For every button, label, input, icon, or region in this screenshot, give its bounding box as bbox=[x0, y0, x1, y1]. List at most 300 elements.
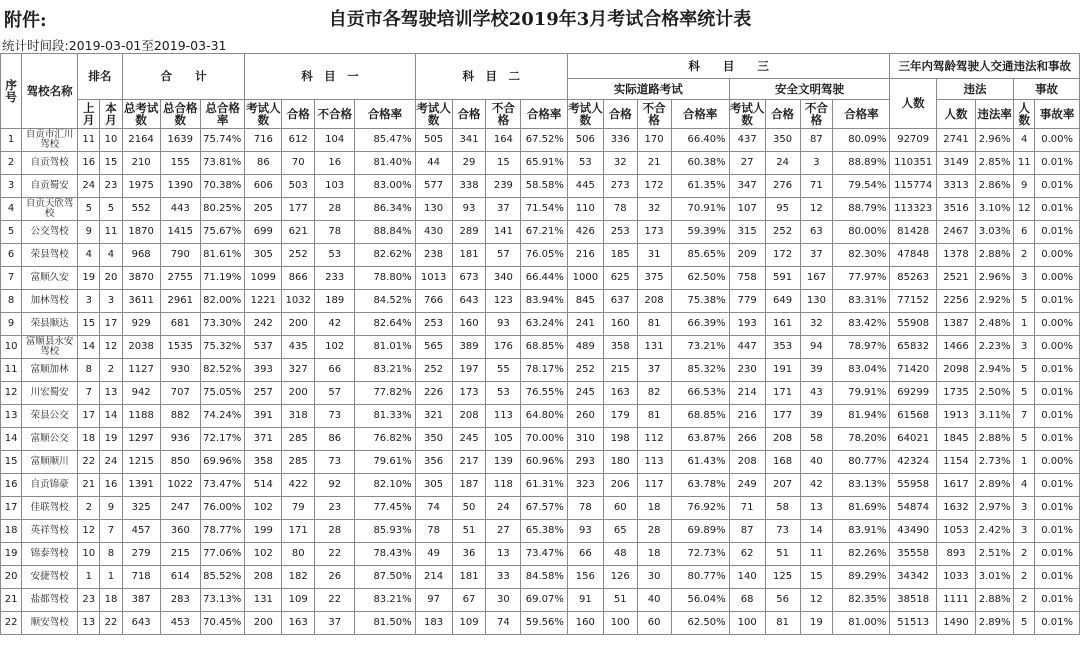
cell-total-rate: 70.45% bbox=[200, 612, 244, 635]
cell-road-pass: 32 bbox=[603, 152, 637, 175]
cell-safe-fail: 42 bbox=[800, 474, 833, 497]
cell-s2-rate: 76.55% bbox=[521, 382, 568, 405]
cell-s1-exam: 358 bbox=[245, 451, 282, 474]
cell-s2-rate: 73.47% bbox=[521, 543, 568, 566]
cell-s1-exam: 537 bbox=[245, 336, 282, 359]
cell-rank-this-month: 16 bbox=[100, 474, 122, 497]
cell-road-pass: 185 bbox=[603, 244, 637, 267]
cell-total-exam: 552 bbox=[122, 198, 160, 221]
cell-safe-pass: 24 bbox=[765, 152, 800, 175]
cell-s2-pass: 36 bbox=[452, 543, 486, 566]
cell-s1-fail: 66 bbox=[315, 359, 355, 382]
cell-road-exam: 323 bbox=[567, 474, 603, 497]
cell-safe-rate: 81.94% bbox=[833, 405, 890, 428]
cell-s1-fail: 73 bbox=[315, 405, 355, 428]
cell-total-rate: 82.00% bbox=[200, 290, 244, 313]
cell-safe-fail: 39 bbox=[800, 359, 833, 382]
cell-road-fail: 18 bbox=[637, 543, 671, 566]
cell-seq: 12 bbox=[1, 382, 22, 405]
cell-vio-persons: 2098 bbox=[936, 359, 975, 382]
cell-total-rate: 80.25% bbox=[200, 198, 244, 221]
cell-persons: 34342 bbox=[890, 566, 937, 589]
cell-road-exam: 91 bbox=[567, 589, 603, 612]
cell-road-exam: 845 bbox=[567, 290, 603, 313]
cell-total-exam: 1391 bbox=[122, 474, 160, 497]
cell-total-rate: 75.74% bbox=[200, 129, 244, 152]
cell-safe-exam: 216 bbox=[729, 405, 765, 428]
cell-total-rate: 72.17% bbox=[200, 428, 244, 451]
cell-seq: 5 bbox=[1, 221, 22, 244]
cell-school: 顺安驾校 bbox=[22, 612, 78, 635]
cell-s2-exam: 350 bbox=[415, 428, 452, 451]
cell-rank-last-month: 4 bbox=[78, 244, 100, 267]
cell-school: 锦泰驾校 bbox=[22, 543, 78, 566]
cell-rank-this-month: 3 bbox=[100, 290, 122, 313]
cell-rank-this-month: 2 bbox=[100, 359, 122, 382]
cell-school: 荣县驾校 bbox=[22, 244, 78, 267]
cell-s1-exam: 102 bbox=[245, 497, 282, 520]
cell-acc-persons: 1 bbox=[1014, 451, 1035, 474]
cell-s1-pass: 163 bbox=[282, 612, 315, 635]
cell-s1-fail: 16 bbox=[315, 152, 355, 175]
table-row bbox=[1, 175, 1080, 198]
cell-s1-rate: 79.61% bbox=[355, 451, 415, 474]
cell-s1-fail: 103 bbox=[315, 175, 355, 198]
cell-rank-last-month: 8 bbox=[78, 359, 100, 382]
col-road-rate: 合格率 bbox=[671, 100, 729, 129]
cell-safe-fail: 39 bbox=[800, 405, 833, 428]
cell-road-fail: 21 bbox=[637, 152, 671, 175]
cell-total-rate: 75.32% bbox=[200, 336, 244, 359]
cell-seq: 8 bbox=[1, 290, 22, 313]
cell-rank-this-month: 15 bbox=[100, 152, 122, 175]
cell-safe-pass: 591 bbox=[765, 267, 800, 290]
cell-seq: 20 bbox=[1, 566, 22, 589]
cell-acc-persons: 4 bbox=[1014, 129, 1035, 152]
cell-acc-rate: 0.01% bbox=[1035, 428, 1080, 451]
cell-persons: 55908 bbox=[890, 313, 937, 336]
cell-s2-pass: 245 bbox=[452, 428, 486, 451]
cell-road-exam: 260 bbox=[567, 405, 603, 428]
cell-s2-fail: 176 bbox=[486, 336, 521, 359]
cell-acc-rate: 0.01% bbox=[1035, 175, 1080, 198]
cell-vio-persons: 3149 bbox=[936, 152, 975, 175]
cell-total-rate: 73.30% bbox=[200, 313, 244, 336]
cell-s2-pass: 338 bbox=[452, 175, 486, 198]
cell-s2-pass: 51 bbox=[452, 520, 486, 543]
cell-road-fail: 173 bbox=[637, 221, 671, 244]
col-subject3-safe: 安全文明驾驶 bbox=[729, 79, 890, 100]
cell-road-exam: 93 bbox=[567, 520, 603, 543]
cell-safe-pass: 350 bbox=[765, 129, 800, 152]
cell-s2-exam: 78 bbox=[415, 520, 452, 543]
cell-road-exam: 310 bbox=[567, 428, 603, 451]
cell-rank-last-month: 23 bbox=[78, 589, 100, 612]
cell-s2-fail: 123 bbox=[486, 290, 521, 313]
table-body bbox=[1, 129, 1080, 635]
cell-vio-rate: 2.88% bbox=[976, 244, 1014, 267]
cell-total-rate: 76.00% bbox=[200, 497, 244, 520]
cell-school: 富顺公交 bbox=[22, 428, 78, 451]
cell-safe-rate: 83.13% bbox=[833, 474, 890, 497]
cell-safe-fail: 43 bbox=[800, 382, 833, 405]
cell-seq: 11 bbox=[1, 359, 22, 382]
cell-s2-pass: 50 bbox=[452, 497, 486, 520]
cell-total-pass: 283 bbox=[160, 589, 200, 612]
cell-s1-pass: 327 bbox=[282, 359, 315, 382]
col-s2-fail: 不合格 bbox=[486, 100, 521, 129]
cell-road-pass: 273 bbox=[603, 175, 637, 198]
cell-persons: 43490 bbox=[890, 520, 937, 543]
cell-s1-rate: 83.00% bbox=[355, 175, 415, 198]
cell-s2-fail: 113 bbox=[486, 405, 521, 428]
col-total-rate: 总合格率 bbox=[200, 100, 244, 129]
table-row bbox=[1, 221, 1080, 244]
cell-road-fail: 81 bbox=[637, 405, 671, 428]
cell-road-pass: 60 bbox=[603, 497, 637, 520]
cell-s1-rate: 82.64% bbox=[355, 313, 415, 336]
cell-safe-fail: 71 bbox=[800, 175, 833, 198]
cell-road-fail: 208 bbox=[637, 290, 671, 313]
table-row bbox=[1, 543, 1080, 566]
cell-acc-persons: 11 bbox=[1014, 152, 1035, 175]
cell-rank-last-month: 19 bbox=[78, 267, 100, 290]
cell-s2-exam: 74 bbox=[415, 497, 452, 520]
cell-road-pass: 65 bbox=[603, 520, 637, 543]
cell-s1-rate: 84.52% bbox=[355, 290, 415, 313]
cell-vio-persons: 1735 bbox=[936, 382, 975, 405]
cell-s2-pass: 289 bbox=[452, 221, 486, 244]
cell-vio-persons: 1053 bbox=[936, 520, 975, 543]
col-subject1: 科 目 一 bbox=[245, 54, 415, 100]
cell-total-pass: 215 bbox=[160, 543, 200, 566]
cell-road-exam: 245 bbox=[567, 382, 603, 405]
cell-rank-this-month: 24 bbox=[100, 451, 122, 474]
cell-vio-persons: 1845 bbox=[936, 428, 975, 451]
col-total: 合 计 bbox=[122, 54, 245, 100]
cell-total-pass: 360 bbox=[160, 520, 200, 543]
cell-safe-rate: 80.77% bbox=[833, 451, 890, 474]
attachment-label: 附件: bbox=[4, 10, 47, 31]
cell-acc-rate: 0.01% bbox=[1035, 474, 1080, 497]
cell-total-rate: 81.61% bbox=[200, 244, 244, 267]
cell-s2-exam: 226 bbox=[415, 382, 452, 405]
cell-safe-exam: 62 bbox=[729, 543, 765, 566]
cell-road-exam: 156 bbox=[567, 566, 603, 589]
cell-road-exam: 1000 bbox=[567, 267, 603, 290]
table-row bbox=[1, 451, 1080, 474]
cell-s2-fail: 139 bbox=[486, 451, 521, 474]
cell-s2-fail: 15 bbox=[486, 152, 521, 175]
cell-safe-pass: 191 bbox=[765, 359, 800, 382]
cell-rank-this-month: 23 bbox=[100, 175, 122, 198]
cell-s1-fail: 53 bbox=[315, 244, 355, 267]
cell-road-exam: 66 bbox=[567, 543, 603, 566]
cell-s1-exam: 606 bbox=[245, 175, 282, 198]
cell-safe-exam: 107 bbox=[729, 198, 765, 221]
cell-total-rate: 78.77% bbox=[200, 520, 244, 543]
cell-persons: 92709 bbox=[890, 129, 937, 152]
cell-vio-persons: 2521 bbox=[936, 267, 975, 290]
cell-persons: 110351 bbox=[890, 152, 937, 175]
cell-s2-rate: 59.56% bbox=[521, 612, 568, 635]
cell-total-pass: 1639 bbox=[160, 129, 200, 152]
cell-vio-rate: 2.96% bbox=[976, 267, 1014, 290]
cell-safe-pass: 208 bbox=[765, 428, 800, 451]
cell-safe-rate: 82.30% bbox=[833, 244, 890, 267]
cell-total-rate: 74.24% bbox=[200, 405, 244, 428]
cell-rank-last-month: 16 bbox=[78, 152, 100, 175]
cell-seq: 21 bbox=[1, 589, 22, 612]
cell-s1-fail: 22 bbox=[315, 543, 355, 566]
cell-road-rate: 66.53% bbox=[671, 382, 729, 405]
cell-school: 荣县公交 bbox=[22, 405, 78, 428]
cell-road-rate: 85.32% bbox=[671, 359, 729, 382]
cell-acc-persons: 3 bbox=[1014, 336, 1035, 359]
cell-road-exam: 506 bbox=[567, 129, 603, 152]
cell-s2-exam: 130 bbox=[415, 198, 452, 221]
cell-total-rate: 73.13% bbox=[200, 589, 244, 612]
cell-s2-exam: 252 bbox=[415, 359, 452, 382]
cell-s1-pass: 612 bbox=[282, 129, 315, 152]
cell-s2-pass: 673 bbox=[452, 267, 486, 290]
cell-acc-persons: 3 bbox=[1014, 520, 1035, 543]
cell-acc-persons: 5 bbox=[1014, 382, 1035, 405]
cell-safe-rate: 79.91% bbox=[833, 382, 890, 405]
col-s1-exam: 考试人数 bbox=[246, 100, 281, 127]
cell-rank-this-month: 14 bbox=[100, 405, 122, 428]
cell-rank-this-month: 9 bbox=[100, 497, 122, 520]
col-acc-persons: 人数 bbox=[1014, 100, 1035, 129]
cell-road-rate: 59.39% bbox=[671, 221, 729, 244]
cell-total-rate: 71.19% bbox=[200, 267, 244, 290]
cell-acc-rate: 0.01% bbox=[1035, 497, 1080, 520]
table-row bbox=[1, 405, 1080, 428]
cell-s1-rate: 78.43% bbox=[355, 543, 415, 566]
cell-s1-fail: 189 bbox=[315, 290, 355, 313]
cell-s2-fail: 24 bbox=[486, 497, 521, 520]
cell-s1-pass: 80 bbox=[282, 543, 315, 566]
cell-s1-fail: 102 bbox=[315, 336, 355, 359]
cell-road-rate: 63.78% bbox=[671, 474, 729, 497]
cell-school: 富顺加林 bbox=[22, 359, 78, 382]
cell-safe-exam: 87 bbox=[729, 520, 765, 543]
cell-rank-last-month: 11 bbox=[78, 129, 100, 152]
cell-road-exam: 252 bbox=[567, 359, 603, 382]
cell-school: 自贡市汇川驾校 bbox=[22, 129, 78, 152]
cell-total-exam: 942 bbox=[122, 382, 160, 405]
cell-acc-rate: 0.01% bbox=[1035, 221, 1080, 244]
cell-vio-rate: 2.89% bbox=[976, 474, 1014, 497]
cell-acc-rate: 0.00% bbox=[1035, 451, 1080, 474]
cell-s2-fail: 141 bbox=[486, 221, 521, 244]
cell-s1-fail: 73 bbox=[315, 451, 355, 474]
cell-road-pass: 163 bbox=[603, 382, 637, 405]
cell-s2-pass: 389 bbox=[452, 336, 486, 359]
cell-acc-persons: 5 bbox=[1014, 428, 1035, 451]
cell-acc-rate: 0.01% bbox=[1035, 152, 1080, 175]
col-violation: 违法 bbox=[936, 79, 1013, 100]
cell-rank-this-month: 17 bbox=[100, 313, 122, 336]
cell-seq: 6 bbox=[1, 244, 22, 267]
cell-vio-persons: 1617 bbox=[936, 474, 975, 497]
cell-total-pass: 2755 bbox=[160, 267, 200, 290]
cell-vio-rate: 3.01% bbox=[976, 566, 1014, 589]
cell-persons: 61568 bbox=[890, 405, 937, 428]
cell-s1-rate: 81.01% bbox=[355, 336, 415, 359]
cell-acc-persons: 2 bbox=[1014, 543, 1035, 566]
cell-total-exam: 1188 bbox=[122, 405, 160, 428]
cell-s1-exam: 200 bbox=[245, 612, 282, 635]
cell-s1-rate: 86.34% bbox=[355, 198, 415, 221]
cell-vio-persons: 1632 bbox=[936, 497, 975, 520]
cell-safe-exam: 68 bbox=[729, 589, 765, 612]
cell-acc-persons: 5 bbox=[1014, 359, 1035, 382]
cell-safe-rate: 88.89% bbox=[833, 152, 890, 175]
table-row bbox=[1, 474, 1080, 497]
cell-s2-rate: 61.31% bbox=[521, 474, 568, 497]
cell-safe-rate: 81.00% bbox=[833, 612, 890, 635]
col-rank: 排名 bbox=[78, 54, 122, 100]
cell-acc-rate: 0.01% bbox=[1035, 359, 1080, 382]
cell-rank-this-month: 12 bbox=[100, 336, 122, 359]
cell-vio-persons: 1154 bbox=[936, 451, 975, 474]
cell-s2-rate: 83.94% bbox=[521, 290, 568, 313]
cell-school: 加林驾校 bbox=[22, 290, 78, 313]
cell-s2-rate: 63.24% bbox=[521, 313, 568, 336]
cell-vio-rate: 2.97% bbox=[976, 497, 1014, 520]
cell-s1-rate: 85.93% bbox=[355, 520, 415, 543]
cell-s2-rate: 65.38% bbox=[521, 520, 568, 543]
cell-persons: 54874 bbox=[890, 497, 937, 520]
cell-s1-rate: 81.33% bbox=[355, 405, 415, 428]
col-subject3: 科 目 三 bbox=[567, 54, 890, 79]
cell-safe-pass: 171 bbox=[765, 382, 800, 405]
col-road-exam: 考试人数 bbox=[568, 100, 603, 127]
cell-s2-pass: 217 bbox=[452, 451, 486, 474]
table-row bbox=[1, 382, 1080, 405]
cell-safe-fail: 12 bbox=[800, 589, 833, 612]
cell-rank-last-month: 10 bbox=[78, 543, 100, 566]
cell-acc-rate: 0.00% bbox=[1035, 313, 1080, 336]
cell-s2-pass: 109 bbox=[452, 612, 486, 635]
table-row bbox=[1, 428, 1080, 451]
table-row bbox=[1, 520, 1080, 543]
cell-s2-exam: 430 bbox=[415, 221, 452, 244]
cell-s1-rate: 77.82% bbox=[355, 382, 415, 405]
cell-s1-rate: 87.50% bbox=[355, 566, 415, 589]
cell-s2-exam: 565 bbox=[415, 336, 452, 359]
cell-total-pass: 930 bbox=[160, 359, 200, 382]
cell-s2-exam: 97 bbox=[415, 589, 452, 612]
cell-safe-fail: 40 bbox=[800, 451, 833, 474]
col-safe-pass: 合格 bbox=[765, 100, 800, 129]
cell-s2-exam: 214 bbox=[415, 566, 452, 589]
cell-seq: 16 bbox=[1, 474, 22, 497]
cell-acc-persons: 5 bbox=[1014, 612, 1035, 635]
cell-s1-pass: 422 bbox=[282, 474, 315, 497]
cell-safe-fail: 63 bbox=[800, 221, 833, 244]
cell-safe-fail: 58 bbox=[800, 428, 833, 451]
cell-s2-fail: 53 bbox=[486, 382, 521, 405]
cell-safe-exam: 27 bbox=[729, 152, 765, 175]
cell-persons: 69299 bbox=[890, 382, 937, 405]
cell-acc-persons: 2 bbox=[1014, 589, 1035, 612]
cell-acc-persons: 9 bbox=[1014, 175, 1035, 198]
cell-road-fail: 170 bbox=[637, 129, 671, 152]
cell-road-rate: 76.92% bbox=[671, 497, 729, 520]
cell-acc-persons: 5 bbox=[1014, 290, 1035, 313]
cell-s2-pass: 197 bbox=[452, 359, 486, 382]
cell-s1-fail: 37 bbox=[315, 612, 355, 635]
cell-total-rate: 70.38% bbox=[200, 175, 244, 198]
cell-road-fail: 172 bbox=[637, 175, 671, 198]
cell-road-fail: 18 bbox=[637, 497, 671, 520]
cell-rank-this-month: 11 bbox=[100, 221, 122, 244]
cell-road-fail: 81 bbox=[637, 313, 671, 336]
cell-s2-rate: 65.91% bbox=[521, 152, 568, 175]
col-s1-rate: 合格率 bbox=[355, 100, 415, 129]
cell-s1-fail: 78 bbox=[315, 221, 355, 244]
cell-vio-rate: 2.89% bbox=[976, 612, 1014, 635]
cell-total-exam: 1297 bbox=[122, 428, 160, 451]
cell-vio-rate: 2.51% bbox=[976, 543, 1014, 566]
cell-s1-pass: 79 bbox=[282, 497, 315, 520]
cell-road-fail: 113 bbox=[637, 451, 671, 474]
cell-safe-pass: 649 bbox=[765, 290, 800, 313]
cell-safe-rate: 82.35% bbox=[833, 589, 890, 612]
cell-road-fail: 112 bbox=[637, 428, 671, 451]
cell-acc-persons: 3 bbox=[1014, 497, 1035, 520]
cell-s2-exam: 1013 bbox=[415, 267, 452, 290]
col-seq: 序号 bbox=[1, 54, 22, 129]
cell-persons: 42324 bbox=[890, 451, 937, 474]
col-subject2: 科 目 二 bbox=[415, 54, 567, 100]
cell-persons: 81428 bbox=[890, 221, 937, 244]
cell-persons: 77152 bbox=[890, 290, 937, 313]
cell-seq: 14 bbox=[1, 428, 22, 451]
cell-road-rate: 80.77% bbox=[671, 566, 729, 589]
cell-seq: 17 bbox=[1, 497, 22, 520]
cell-safe-rate: 88.79% bbox=[833, 198, 890, 221]
cell-vio-rate: 2.50% bbox=[976, 382, 1014, 405]
page-title: 自贡市各驾驶培训学校2019年3月考试合格率统计表 bbox=[328, 9, 752, 30]
cell-total-exam: 718 bbox=[122, 566, 160, 589]
cell-s1-pass: 70 bbox=[282, 152, 315, 175]
cell-acc-persons: 7 bbox=[1014, 405, 1035, 428]
col-persons: 人数 bbox=[890, 79, 937, 129]
cell-s2-exam: 305 bbox=[415, 474, 452, 497]
cell-s1-exam: 1099 bbox=[245, 267, 282, 290]
cell-acc-rate: 0.01% bbox=[1035, 612, 1080, 635]
col-vio-persons: 人数 bbox=[936, 100, 975, 129]
cell-rank-last-month: 18 bbox=[78, 428, 100, 451]
cell-total-pass: 882 bbox=[160, 405, 200, 428]
cell-school: 自贡锦豪 bbox=[22, 474, 78, 497]
cell-road-exam: 241 bbox=[567, 313, 603, 336]
cell-road-fail: 40 bbox=[637, 589, 671, 612]
col-safe-fail: 不合格 bbox=[800, 100, 833, 129]
cell-s2-rate: 66.44% bbox=[521, 267, 568, 290]
cell-seq: 1 bbox=[1, 129, 22, 152]
cell-total-exam: 325 bbox=[122, 497, 160, 520]
cell-safe-exam: 209 bbox=[729, 244, 765, 267]
cell-s1-fail: 92 bbox=[315, 474, 355, 497]
cell-acc-persons: 1 bbox=[1014, 313, 1035, 336]
cell-road-exam: 110 bbox=[567, 198, 603, 221]
cell-rank-last-month: 12 bbox=[78, 520, 100, 543]
cell-vio-rate: 2.88% bbox=[976, 428, 1014, 451]
